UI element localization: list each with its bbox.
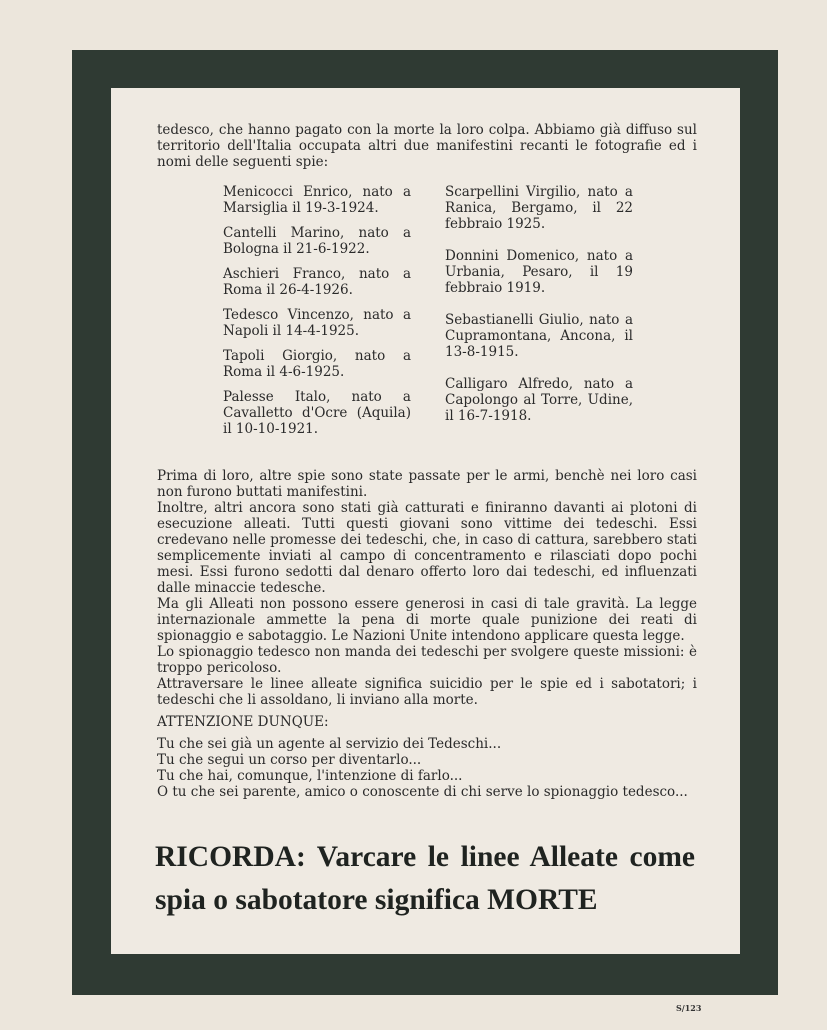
spy-entry: Scarpellini Virgilio, nato a Ranica, Bergamo, il 22 febbraio 1925. [445,184,633,232]
warning-line: Tu che sei già un agente al servizio dei Tedeschi... [157,736,502,752]
spy-entry: Cantelli Marino, nato a Bologna il 21-6-1922. [223,225,411,257]
spy-entry: Menicocci Enrico, nato a Marsiglia il 19-3-1924. [223,184,411,216]
spy-entry: Tapoli Giorgio, nato a Roma il 4-6-1925. [223,348,411,380]
leaflet-body [157,122,697,800]
spy-entry: Aschieri Franco, nato a Roma il 26-4-1926. [223,266,411,298]
spy-entry: Donnini Domenico, nato a Urbania, Pesaro, il 19 febbraio 1919. [445,248,633,296]
intro-paragraph: tedesco, che hanno pagato con la morte la loro colpa. Abbiamo già diffuso sul territorio dell'Italia occupata altri due manifestini recanti le fotografie ed i nomi delle seguenti spie: [157,122,697,170]
spy-list-right-column [445,184,633,446]
body-paragraph: Attraversare le linee alleate significa suicidio per le spie ed i sabotatori; i tedeschi che li assoldano, li inviano alla morte. [157,676,697,708]
spy-entry: Sebastianelli Giulio, nato a Cupramontana, Ancona, il 13-8-1915. [445,312,633,360]
body-paragraph: Prima di loro, altre spie sono state passate per le armi, benchè nei loro casi non furono buttati manifestini. [157,468,697,500]
warning-line: Tu che segui un corso per diventarlo... [157,752,422,768]
spy-entry: Palesse Italo, nato a Cavalletto d'Ocre (Aquila) il 10-10-1921. [223,389,411,437]
warning-line: O tu che sei parente, amico o conoscente di chi serve lo spionaggio tedesco... [157,784,688,800]
leaflet-code: S/123 [676,1003,702,1013]
body-paragraph: Lo spionaggio tedesco non manda dei tedeschi per svolgere queste missioni: è troppo pericoloso. [157,644,697,676]
ricorda-headline: RICORDA: Varcare le linee Alleate come spia o sabotatore significa MORTE [155,841,695,916]
body-paragraph: Ma gli Alleati non possono essere generosi in casi di tale gravità. La legge internazionale ammette la pena di morte quale punizione dei reati di spionaggio e sabotaggio. Le Nazioni Unite intendono applicare questa legge. [157,596,697,644]
attention-heading: ATTENZIONE DUNQUE: [157,714,329,730]
spy-entry: Calligaro Alfredo, nato a Capolongo al Torre, Udine, il 16-7-1918. [445,376,633,424]
warning-line: Tu che hai, comunque, l'intenzione di farlo... [157,768,463,784]
spy-list [223,184,697,446]
spy-list-left-column [223,184,411,446]
body-paragraphs [157,468,697,708]
body-paragraph: Inoltre, altri ancora sono stati già catturati e finiranno davanti ai plotoni di esecuzione alleati. Tutti questi giovani sono vittime dei tedeschi. Essi credevano nelle promesse dei tedeschi, che, in caso di cattura, sarebbero stati semplicemente inviati al campo di concentramento e rilasciati dopo pochi mesi. Essi furono sedotti dal denaro offerto loro dai tedeschi, ed influenzati dalle minaccie tedesche. [157,500,697,596]
spy-entry: Tedesco Vincenzo, nato a Napoli il 14-4-1925. [223,307,411,339]
